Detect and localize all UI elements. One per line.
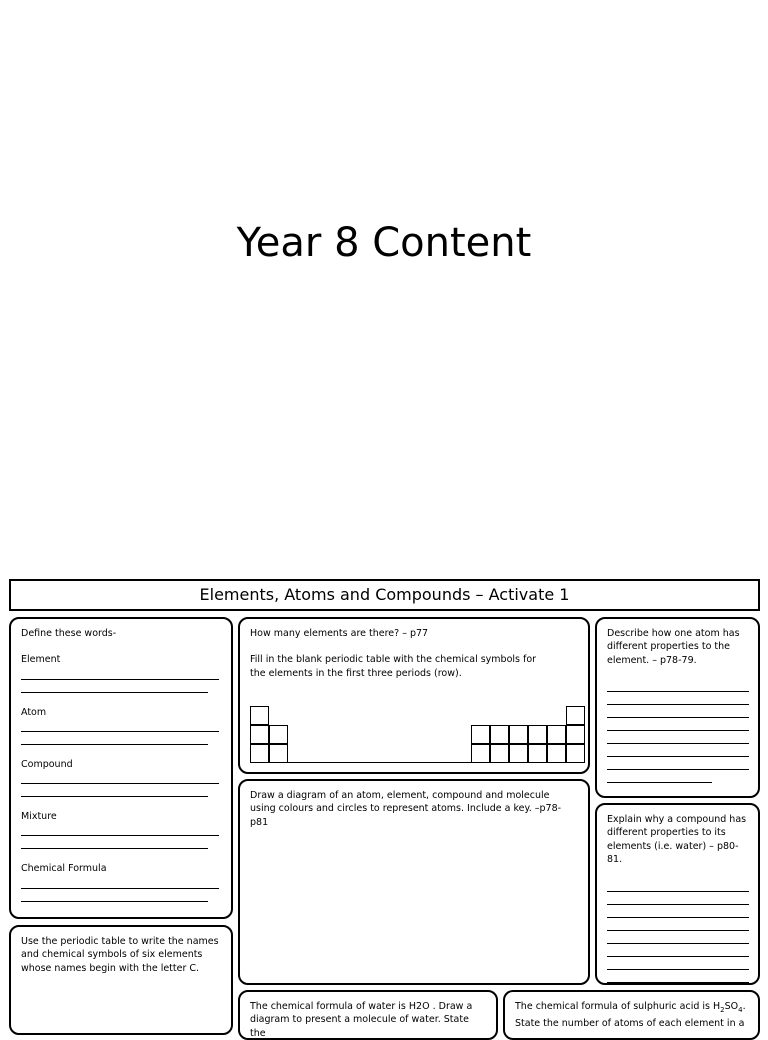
explain-compound-text: Explain why a compound has different properties to its elements (i.e. water) – p80-81. bbox=[607, 814, 747, 865]
draw-diagram-box bbox=[238, 779, 590, 985]
sulphuric-acid-box bbox=[503, 990, 760, 1040]
periodic-cell bbox=[547, 725, 566, 744]
answer-line bbox=[21, 719, 219, 732]
periodic-cell bbox=[490, 725, 509, 744]
periodic-cell bbox=[250, 725, 269, 744]
answer-line bbox=[21, 836, 208, 849]
define-term-item bbox=[21, 706, 221, 745]
letter-c-text: Use the periodic table to write the names and chemical symbols of six elements whose names begin with the letter C. bbox=[21, 936, 219, 974]
define-intro: Define these words- bbox=[21, 628, 117, 639]
periodic-cell bbox=[471, 744, 490, 763]
answer-line bbox=[21, 732, 208, 745]
draw-diagram-text: Draw a diagram of an atom, element, compound and molecule using colours and circles to represent atoms. Include a key. –p78-p81 bbox=[250, 790, 562, 828]
acid-sub-1: 2 bbox=[720, 1005, 725, 1014]
acid-text-a: The chemical formula of sulphuric acid is H bbox=[515, 1001, 721, 1012]
periodic-cell bbox=[269, 744, 288, 763]
define-term-item bbox=[21, 810, 221, 849]
answer-line bbox=[21, 667, 219, 680]
periodic-cell bbox=[269, 725, 288, 744]
periodic-cell bbox=[566, 706, 585, 725]
periodic-cell bbox=[509, 744, 528, 763]
periodic-cell bbox=[509, 725, 528, 744]
answer-line bbox=[21, 876, 219, 889]
water-molecule-box bbox=[238, 990, 498, 1040]
define-term-label: Compound bbox=[21, 758, 73, 770]
periodic-cell bbox=[547, 744, 566, 763]
periodic-cell bbox=[566, 744, 585, 763]
acid-text-c: . bbox=[742, 1001, 746, 1012]
explain-answer-lines bbox=[607, 879, 748, 996]
worksheet-heading: Elements, Atoms and Compounds – Activate 1 bbox=[9, 579, 760, 611]
periodic-cell bbox=[490, 744, 509, 763]
explain-compound-box bbox=[595, 803, 760, 985]
periodic-cell bbox=[471, 725, 490, 744]
periodic-cell bbox=[566, 725, 585, 744]
acid-text-d: State the number of atoms of each element in a bbox=[515, 1018, 745, 1030]
define-term-label: Element bbox=[21, 654, 61, 666]
elements-count-question: How many elements are there? – p77 bbox=[250, 628, 429, 639]
acid-text-b: SO bbox=[724, 1001, 739, 1012]
slide-title: Year 8 Content bbox=[236, 220, 532, 266]
periodic-cell bbox=[528, 744, 547, 763]
letter-c-elements-box bbox=[9, 925, 233, 1035]
periodic-cell bbox=[250, 706, 269, 725]
sulphuric-acid-text bbox=[515, 1000, 748, 1030]
answer-line bbox=[21, 771, 219, 784]
answer-line bbox=[21, 823, 219, 836]
describe-answer-lines bbox=[607, 679, 748, 783]
periodic-cell bbox=[250, 744, 269, 763]
define-term-label: Chemical Formula bbox=[21, 863, 107, 875]
define-term-label: Atom bbox=[21, 706, 47, 718]
answer-line bbox=[21, 889, 208, 902]
water-molecule-text: The chemical formula of water is H2O . Draw a diagram to present a molecule of water. State the bbox=[250, 1001, 473, 1039]
define-term-item bbox=[21, 653, 221, 692]
describe-atom-box bbox=[595, 617, 760, 798]
define-term-item bbox=[21, 758, 221, 797]
fill-table-instruction: Fill in the blank periodic table with the chemical symbols for the elements in the first three periods (row). bbox=[250, 654, 537, 679]
define-term-label: Mixture bbox=[21, 811, 57, 823]
define-words-box bbox=[9, 617, 233, 919]
acid-sub-2: 4 bbox=[738, 1005, 743, 1014]
answer-line bbox=[21, 784, 208, 797]
periodic-cell bbox=[528, 725, 547, 744]
answer-line bbox=[21, 680, 208, 693]
periodic-baseline bbox=[288, 762, 471, 763]
describe-atom-text: Describe how one atom has different properties to the element. – p78-79. bbox=[607, 628, 740, 666]
define-term-item bbox=[21, 862, 221, 901]
